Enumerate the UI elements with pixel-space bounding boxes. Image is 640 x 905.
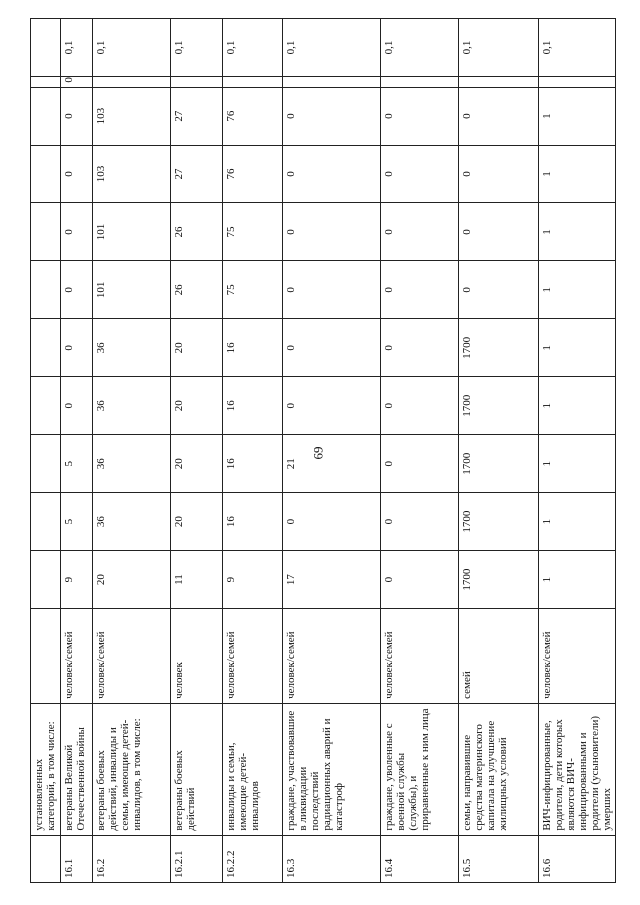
value-cell: 0	[381, 261, 459, 319]
value-cell: 16	[223, 319, 283, 377]
value-cell: 36	[93, 435, 171, 493]
value-cell: 16	[223, 435, 283, 493]
value-cell: 0,1	[171, 19, 223, 77]
value-cell: 20	[171, 377, 223, 435]
value-cell: 101	[93, 203, 171, 261]
row-label: ВИЧ-инфицированные, родители, дети которых являются ВИЧ-инфицированными и родители (усыновители) умерших	[539, 703, 616, 835]
value-cell: 76	[223, 87, 283, 145]
value-cell	[31, 261, 61, 319]
value-cell: 103	[93, 87, 171, 145]
value-cell	[31, 493, 61, 551]
value-cell	[459, 77, 539, 88]
table-row	[223, 19, 283, 883]
value-cell: 26	[171, 261, 223, 319]
value-cell: 0	[381, 145, 459, 203]
row-label: ветераны Великой Отечественной войны	[61, 703, 93, 835]
value-cell: 0,1	[381, 19, 459, 77]
value-cell: 9	[223, 551, 283, 609]
value-cell: 26	[171, 203, 223, 261]
value-cell: 0	[283, 87, 381, 145]
row-label: граждане, участвовавшие в ликвидации последствий радиационных аварий и катастроф	[283, 703, 381, 835]
value-cell: 1	[539, 377, 616, 435]
value-cell: 1	[539, 87, 616, 145]
value-cell: 0	[283, 145, 381, 203]
row-label: семьи, направившие средства материнского капитала на улучшение жилищных условий	[459, 703, 539, 835]
value-cell: 0	[61, 145, 93, 203]
value-cell: 1	[539, 261, 616, 319]
value-cell: 20	[171, 435, 223, 493]
row-unit: человек/семей	[93, 609, 171, 704]
row-unit	[31, 609, 61, 704]
value-cell	[31, 203, 61, 261]
row-number	[31, 835, 61, 882]
value-cell: 16	[223, 377, 283, 435]
value-cell: 1	[539, 203, 616, 261]
value-cell	[31, 551, 61, 609]
value-cell: 0	[61, 261, 93, 319]
value-cell	[31, 87, 61, 145]
value-cell	[93, 77, 171, 88]
table-row	[459, 19, 539, 883]
value-cell	[31, 145, 61, 203]
row-number: 16.4	[381, 835, 459, 882]
value-cell: 9	[61, 551, 93, 609]
value-cell: 0	[459, 261, 539, 319]
value-cell: 0	[459, 145, 539, 203]
row-number: 16.6	[539, 835, 616, 882]
value-cell: 0	[381, 435, 459, 493]
value-cell: 1	[539, 493, 616, 551]
value-cell: 27	[171, 145, 223, 203]
value-cell: 0	[283, 203, 381, 261]
value-cell	[31, 435, 61, 493]
table-row	[539, 19, 616, 883]
value-cell: 1	[539, 435, 616, 493]
row-label: ветераны боевых действий, инвалиды и семьи, имеющие детей-инвалидов, в том числе:	[93, 703, 171, 835]
row-unit: человек/семей	[539, 609, 616, 704]
value-cell	[31, 377, 61, 435]
value-cell: 75	[223, 261, 283, 319]
value-cell: 0	[283, 377, 381, 435]
row-number: 16.2	[93, 835, 171, 882]
row-unit: человек/семей	[61, 609, 93, 704]
value-cell: 76	[223, 145, 283, 203]
value-cell: 21	[283, 435, 381, 493]
value-cell: 1700	[459, 493, 539, 551]
value-cell: 20	[93, 551, 171, 609]
value-cell: 1700	[459, 377, 539, 435]
value-cell	[171, 77, 223, 88]
value-cell: 20	[171, 493, 223, 551]
value-cell: 36	[93, 377, 171, 435]
value-cell: 0	[381, 319, 459, 377]
value-cell: 0	[61, 77, 93, 88]
value-cell	[283, 77, 381, 88]
value-cell: 0	[61, 319, 93, 377]
page-number: 69	[310, 446, 326, 460]
value-cell: 0,1	[539, 19, 616, 77]
value-cell: 0	[283, 261, 381, 319]
value-cell: 16	[223, 493, 283, 551]
value-cell: 0,1	[223, 19, 283, 77]
row-unit: семей	[459, 609, 539, 704]
value-cell: 103	[93, 145, 171, 203]
value-cell: 0	[283, 493, 381, 551]
row-label: инвалиды и семьи, имеющие детей-инвалидов	[223, 703, 283, 835]
value-cell: 17	[283, 551, 381, 609]
value-cell: 0	[459, 87, 539, 145]
table-row	[31, 19, 61, 883]
value-cell: 1	[539, 145, 616, 203]
row-number: 16.5	[459, 835, 539, 882]
value-cell	[381, 77, 459, 88]
value-cell: 36	[93, 493, 171, 551]
row-unit: человек/семей	[223, 609, 283, 704]
table-row	[381, 19, 459, 883]
row-label: граждане, уволенные с военной службы (службы), и приравненные к ним лица	[381, 703, 459, 835]
value-cell: 0,1	[459, 19, 539, 77]
value-cell: 5	[61, 493, 93, 551]
value-cell: 0,1	[93, 19, 171, 77]
value-cell: 0	[381, 377, 459, 435]
value-cell	[223, 77, 283, 88]
value-cell: 1700	[459, 551, 539, 609]
value-cell: 0	[61, 203, 93, 261]
value-cell: 101	[93, 261, 171, 319]
value-cell: 0	[381, 493, 459, 551]
value-cell: 5	[61, 435, 93, 493]
value-cell: 0,1	[61, 19, 93, 77]
row-label: ветераны боевых действий	[171, 703, 223, 835]
value-cell: 1	[539, 319, 616, 377]
value-cell: 1700	[459, 435, 539, 493]
table-row	[93, 19, 171, 883]
value-cell	[31, 77, 61, 88]
row-unit: человек/семей	[381, 609, 459, 704]
value-cell: 75	[223, 203, 283, 261]
table-row	[61, 19, 93, 883]
value-cell: 1	[539, 551, 616, 609]
value-cell: 20	[171, 319, 223, 377]
row-label: установленных категорий, в том числе:	[31, 703, 61, 835]
row-unit: человек	[171, 609, 223, 704]
table-row	[171, 19, 223, 883]
value-cell: 0	[381, 551, 459, 609]
value-cell: 0	[283, 319, 381, 377]
value-cell: 1700	[459, 319, 539, 377]
row-unit: человек/семей	[283, 609, 381, 704]
value-cell: 0	[381, 87, 459, 145]
row-number: 16.2.1	[171, 835, 223, 882]
row-number: 16.1	[61, 835, 93, 882]
value-cell	[31, 19, 61, 77]
table-row	[283, 19, 381, 883]
value-cell: 36	[93, 319, 171, 377]
row-number: 16.2.2	[223, 835, 283, 882]
row-number: 16.3	[283, 835, 381, 882]
value-cell	[539, 77, 616, 88]
value-cell: 0	[459, 203, 539, 261]
value-cell	[31, 319, 61, 377]
value-cell: 27	[171, 87, 223, 145]
value-cell: 0,1	[283, 19, 381, 77]
value-cell: 0	[381, 203, 459, 261]
value-cell: 0	[61, 87, 93, 145]
value-cell: 11	[171, 551, 223, 609]
value-cell: 0	[61, 377, 93, 435]
